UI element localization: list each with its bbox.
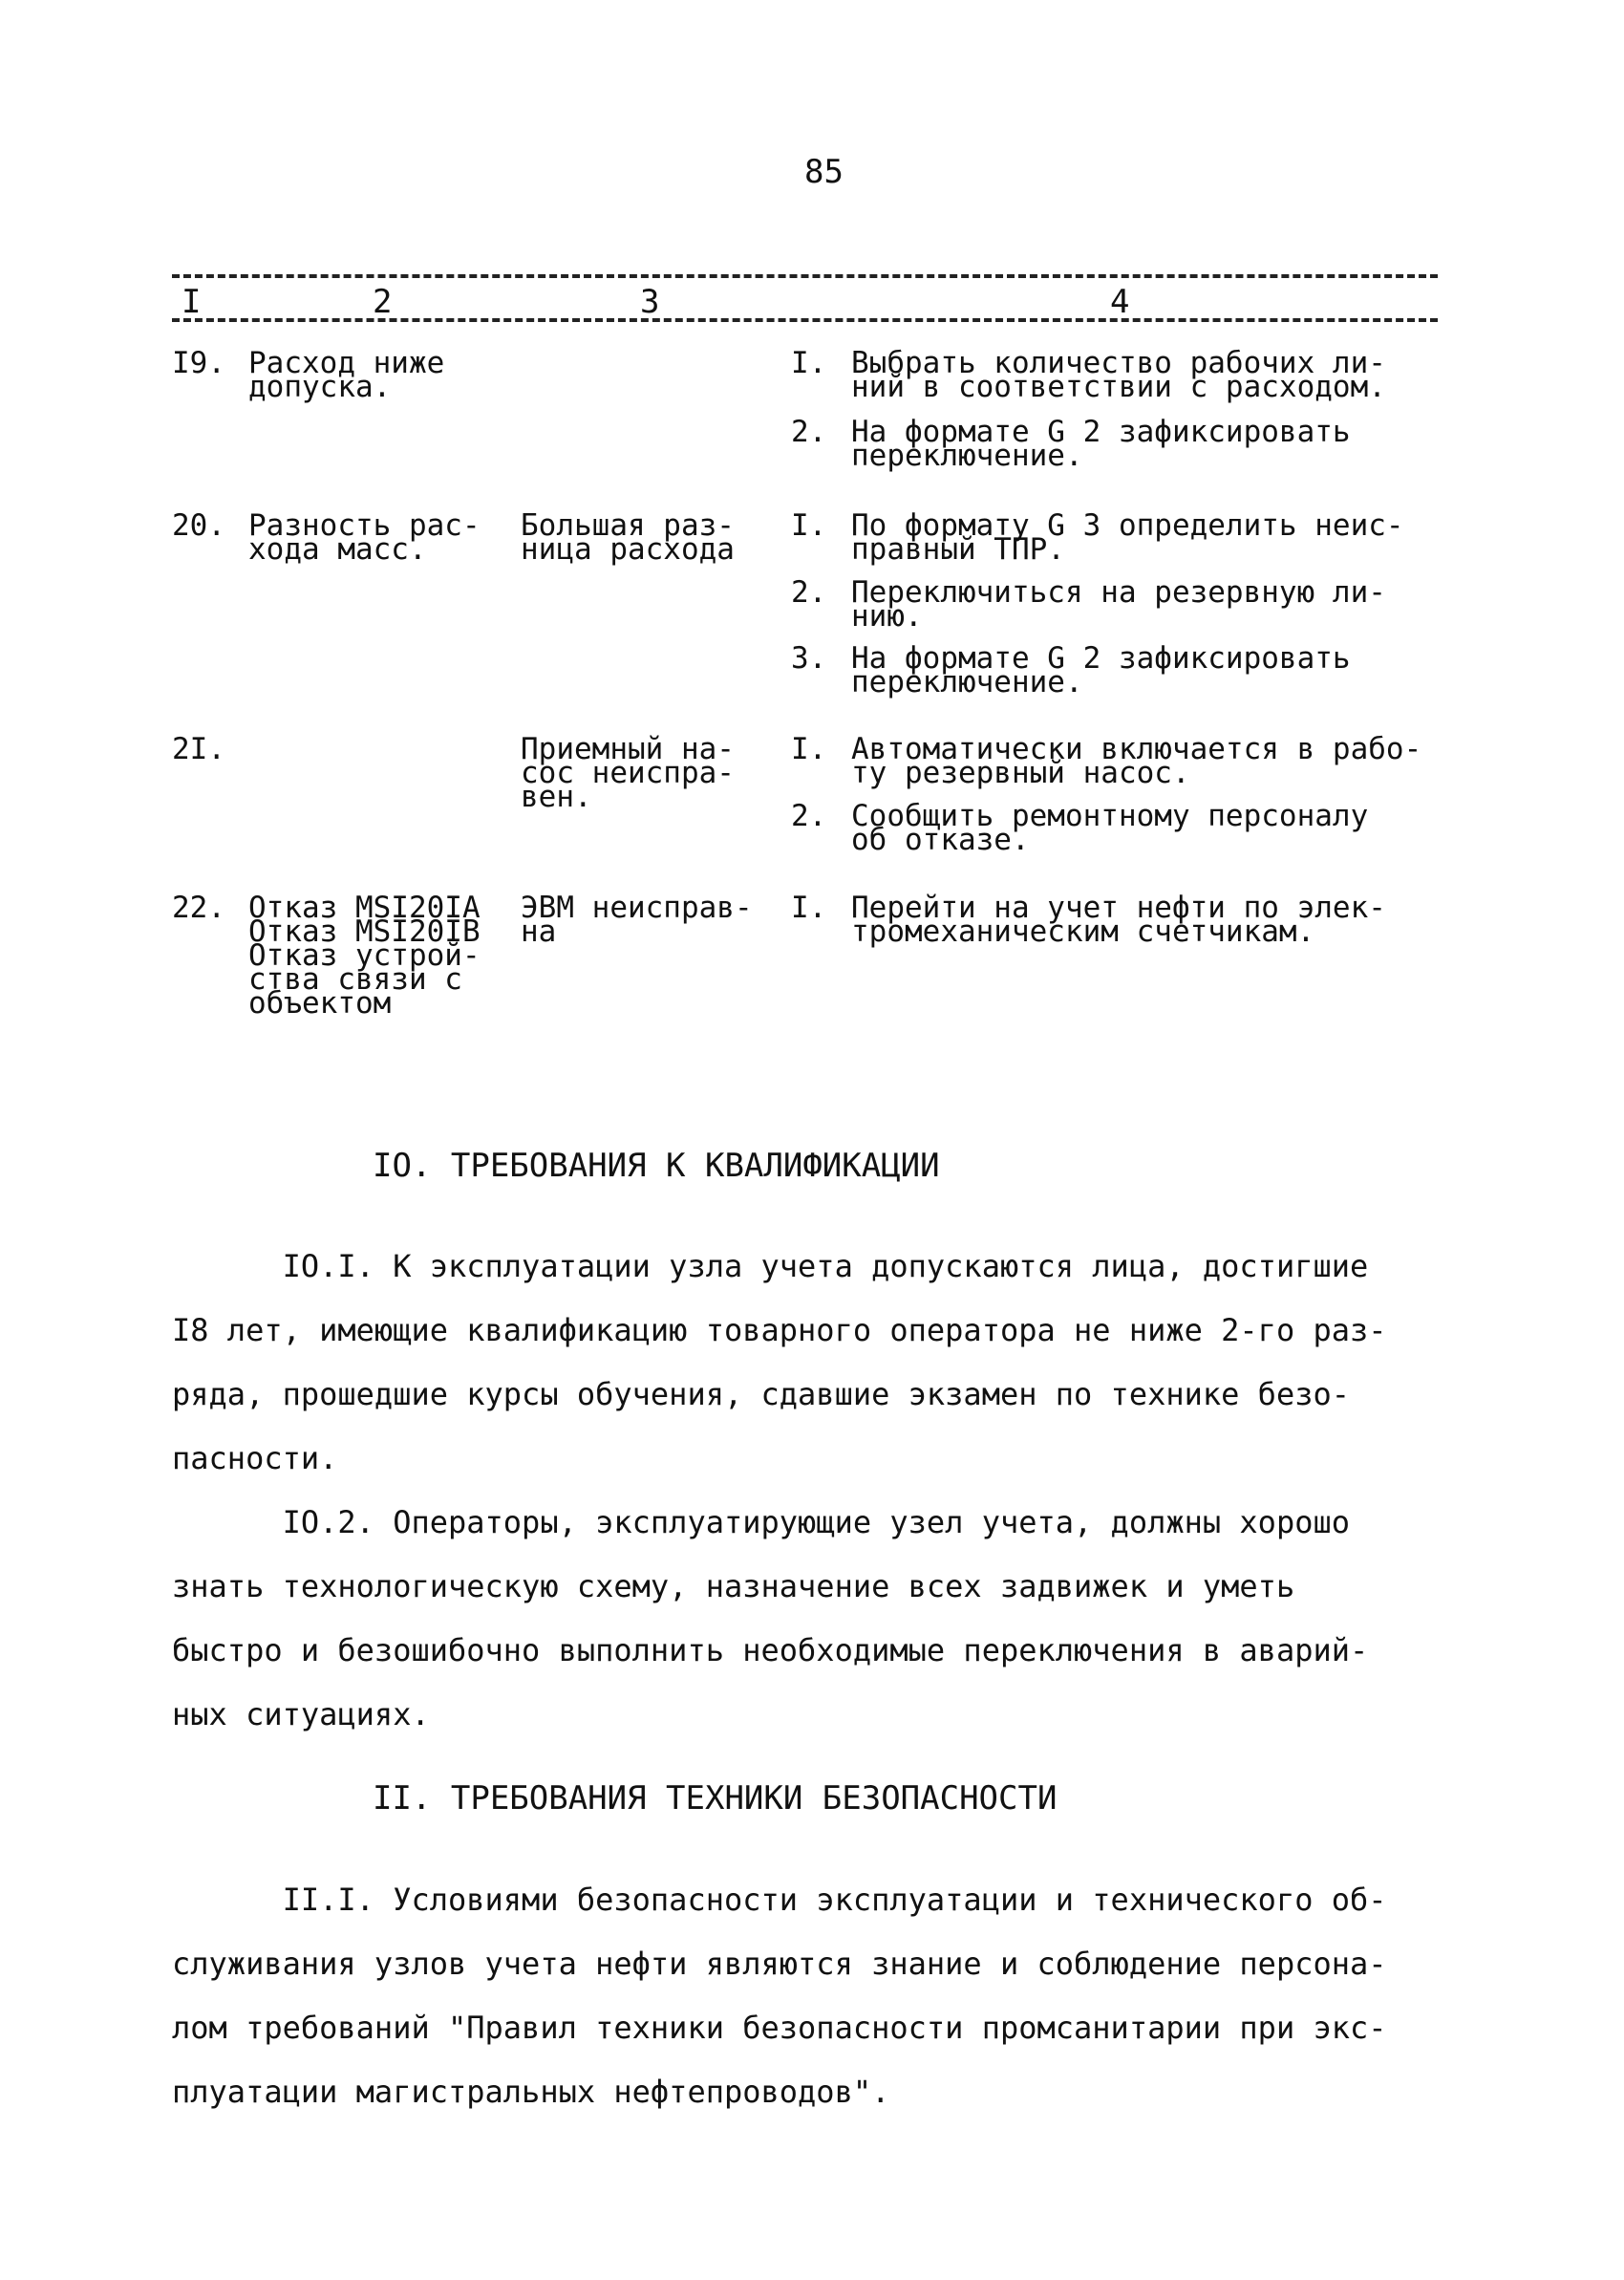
column-header-1: I	[182, 283, 202, 321]
row-step-number: I.	[791, 891, 827, 925]
column-header-3: 3	[640, 283, 660, 321]
row-step-number: I.	[791, 732, 827, 766]
paragraph-10-2: IO.2. Операторы, эксплуатирующие узел учета, должны хорошо знать технологическую схему, назначение всех задвижек и уметь быстро и безошибочно выполнить необходимые переключения в аварий- ных ситуациях.	[172, 1504, 1369, 1732]
table-top-rule	[172, 274, 1438, 278]
row-step-number: 2.	[791, 415, 827, 449]
row-number: 20.	[172, 508, 225, 543]
row-number: 2I.	[172, 732, 225, 766]
column-header-2: 2	[373, 283, 393, 321]
row-cause: ЭВМ неисправ- на	[521, 891, 753, 949]
row-step-text: По формату G 3 определить неис- правный ТПР.	[851, 508, 1404, 567]
row-situation: Отказ MSI20IA Отказ MSI20IB Отказ устрой- ства связи с объектом	[248, 891, 481, 1021]
row-step-number: 3.	[791, 641, 827, 676]
row-step-text: Перейти на учет нефти по элек- тромеханическим счетчикам.	[851, 891, 1386, 949]
section-heading-qualification: IO. ТРЕБОВАНИЯ К КВАЛИФИКАЦИИ	[373, 1147, 940, 1185]
row-step-number: I.	[791, 508, 827, 543]
paragraph-10-1: IO.I. К эксплуатации узла учета допускаются лица, достигшие I8 лет, имеющие квалификацию товарного оператора не ниже 2-го раз- ряда, прошедшие курсы обучения, сдавшие экзамен по технике безо- пасности.	[172, 1248, 1387, 1476]
row-cause: Приемный на- сос неиспра- вен.	[521, 732, 735, 814]
row-step-number: I.	[791, 346, 827, 380]
row-step-text: Выбрать количество рабочих ли- ний в соответствии с расходом.	[851, 346, 1386, 404]
row-step-text: Переключиться на резервную ли- нию.	[851, 575, 1386, 634]
row-step-text: Сообщить ремонтному персоналу об отказе.	[851, 799, 1369, 857]
row-situation: Разность рас- хода масс.	[248, 508, 481, 567]
row-number: I9.	[172, 346, 225, 380]
section-heading-safety: II. ТРЕБОВАНИЯ ТЕХНИКИ БЕЗОПАСНОСТИ	[373, 1779, 1058, 1818]
page-number: 85	[804, 153, 844, 191]
row-step-number: 2.	[791, 575, 827, 610]
row-cause: Большая раз- ница расхода	[521, 508, 735, 567]
row-step-text: На формате G 2 зафиксировать переключение.	[851, 415, 1351, 473]
row-situation: Расход ниже допуска.	[248, 346, 445, 404]
paragraph-11-1: II.I. Условиями безопасности эксплуатации и технического об- служивания узлов учета нефти являются знание и соблюдение персона- лом требований "Правил техники безопасности промсанитарии при экс- плуатации магистральных нефтепроводов".	[172, 1882, 1387, 2110]
column-header-4: 4	[1110, 283, 1130, 321]
row-step-number: 2.	[791, 799, 827, 833]
table-header-rule	[172, 318, 1438, 322]
row-step-text: На формате G 2 зафиксировать переключение.	[851, 641, 1351, 699]
row-number: 22.	[172, 891, 225, 925]
row-step-text: Автоматически включается в рабо- ту резервный насос.	[851, 732, 1422, 790]
